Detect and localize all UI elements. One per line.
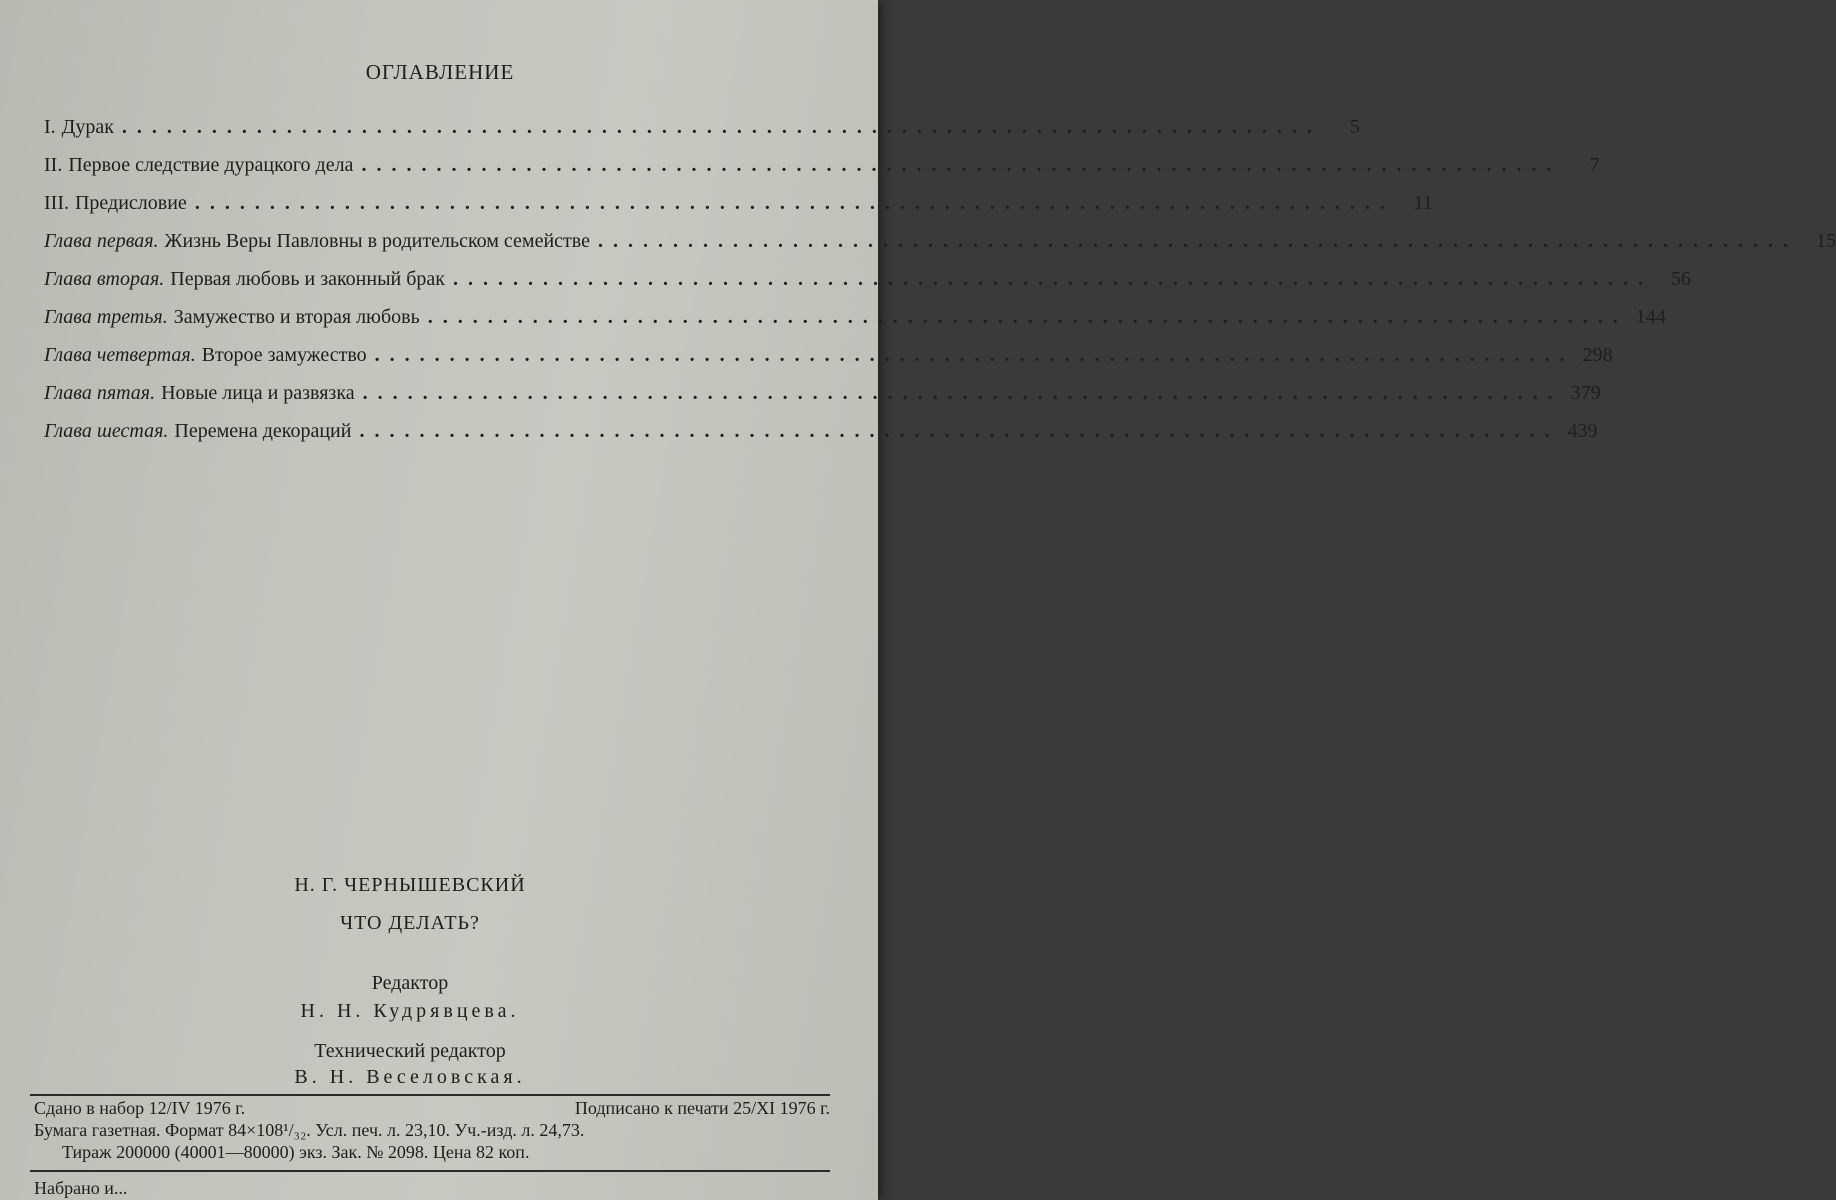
imprint-typeset-date: Сдано в набор 12/IV 1976 г.: [34, 1098, 246, 1118]
tech-editor-label: Технический редактор: [314, 1040, 506, 1062]
toc-leader-dots: ................................................................................: [453, 268, 1653, 290]
toc-entry-title: Второе замужество: [201, 344, 367, 366]
toc-entry-page: 7: [1589, 154, 1600, 176]
editor-label: Редактор: [371, 972, 449, 994]
toc-entry-title: Перемена декораций: [174, 420, 352, 442]
book-title: ЧТО ДЕЛАТЬ?: [340, 912, 480, 934]
toc-leader-dots: ................................................................................: [427, 306, 1628, 328]
toc-entry: [44, 268, 1691, 306]
toc-title: ОГЛАВЛЕНИЕ: [365, 60, 515, 84]
toc-entry-number: II.: [44, 154, 63, 176]
toc-entry: [44, 154, 1600, 192]
toc-leader-dots: ................................................................................: [598, 230, 1798, 252]
toc-leader-dots: ................................................................................: [374, 344, 1575, 366]
toc-entry-title: Новые лица и развязка: [161, 382, 355, 404]
imprint-print-date: Подписано к печати 25/XI 1976 г.: [574, 1098, 830, 1118]
toc-entry-page: 11: [1413, 192, 1433, 214]
toc-leader-dots: ................................................................................: [362, 382, 1563, 404]
author-name: Н. Г. ЧЕРНЫШЕВСКИЙ: [294, 874, 526, 896]
toc-entry-number: I.: [44, 116, 56, 138]
toc-entry-title: Первая любовь и законный брак: [170, 268, 445, 290]
toc-entry-page: 439: [1567, 420, 1598, 442]
toc-entry-title: Первое следствие дурацкого дела: [68, 154, 354, 176]
toc-entry-chapter: Глава четвертая.: [44, 344, 196, 366]
editor-name: Н. Н. Кудрявцева.: [300, 1000, 520, 1022]
toc-entry-chapter: Глава первая.: [44, 230, 159, 252]
toc-entry: [44, 192, 1433, 230]
toc-entry-number: III.: [44, 192, 69, 214]
toc-entry-chapter: Глава пятая.: [44, 382, 156, 404]
tech-editor-name: В. Н. Веселовская.: [294, 1066, 526, 1088]
imprint-divider-bottom: [30, 1170, 830, 1172]
toc-entry-title: Жизнь Веры Павловны в родительском семействе: [164, 230, 590, 252]
toc-entry-title: Замужество и вторая любовь: [173, 306, 420, 328]
toc-leader-dots: ................................................................................: [194, 192, 1395, 214]
toc-entry: [44, 420, 1598, 458]
toc-entry-page: 5: [1349, 116, 1360, 138]
toc-entry-page: 144: [1635, 306, 1666, 328]
toc-entry-chapter: Глава третья.: [44, 306, 168, 328]
toc-entry-page: 56: [1671, 268, 1691, 290]
table-of-contents: [44, 116, 1836, 458]
imprint-line-3: Тираж 200000 (40001—80000) экз. Зак. № 2098. Цена 82 коп.: [62, 1142, 530, 1162]
toc-entry: [44, 116, 1360, 154]
toc-entry-title: Предисловие: [74, 192, 187, 214]
imprint-line-2: Бумага газетная. Формат 84×108¹/₃₂. Усл. печ. л. 23,10. Уч.-изд. л. 24,73.: [34, 1120, 585, 1140]
imprint-line-4: Набрано и...: [34, 1178, 128, 1198]
toc-entry: [44, 382, 1601, 420]
toc-entry-page: 379: [1570, 382, 1601, 404]
toc-leader-dots: ................................................................................: [361, 154, 1562, 176]
toc-entry-page: 298: [1582, 344, 1613, 366]
toc-leader-dots: ................................................................................: [359, 420, 1560, 442]
imprint-line-1: [34, 1098, 830, 1119]
imprint-divider-top: [30, 1094, 830, 1096]
toc-entry-title: Дурак: [61, 116, 114, 138]
toc-entry-chapter: Глава шестая.: [44, 420, 169, 442]
toc-entry: [44, 306, 1666, 344]
toc-entry: [44, 230, 1836, 268]
toc-leader-dots: ................................................................................: [121, 116, 1322, 138]
toc-entry-chapter: Глава вторая.: [44, 268, 165, 290]
toc-entry: [44, 344, 1613, 382]
toc-entry-page: 15: [1816, 230, 1836, 252]
